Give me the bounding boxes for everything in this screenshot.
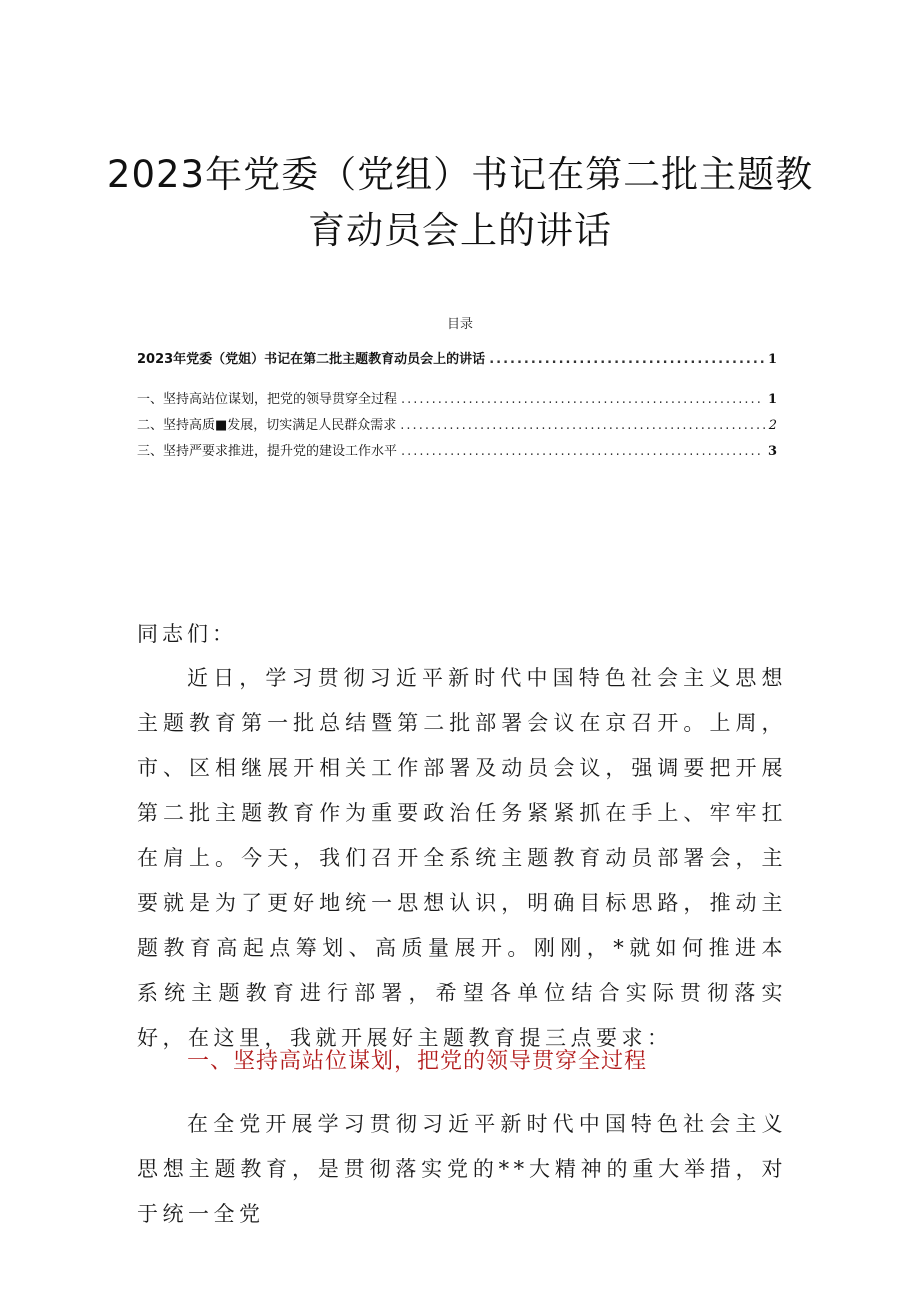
toc-entry-page: 1 [767,352,777,367]
toc-entry-section3[interactable] [137,440,777,460]
toc-entry-section1[interactable] [137,388,777,408]
body-paragraph-2: 在全党开展学习贯彻习近平新时代中国特色社会主义思想主题教育，是贯彻落实党的**大精神的重大举措，对于统一全党 [137,1112,787,1226]
toc-leader-dots [489,352,764,367]
body-paragraph-1: 近日，学习贯彻习近平新时代中国特色社会主义思想主题教育第一批总结暨第二批部署会议在京召开。上周，市、区相继展开相关工作部署及动员会议，强调要把开展第二批主题教育作为重要政治任务紧紧抓在手上、牢牢扛在肩上。今天，我们召开全系统主题教育动员部署会，主要就是为了更好地统一思想认识，明确目标思路，推动主题教育高起点筹划、高质量展开。刚刚，*就如何推进本系统主题教育进行部署，希望各单位结合实际贯彻落实好，在这里，我就开展好主题教育提三点要求： [137,666,787,1050]
toc-entry-text: 二、坚持高质■发展，切实满足人民群众需求 [137,418,397,433]
toc-leader-dots [401,444,764,459]
toc-entry-title[interactable] [137,348,777,368]
toc-entry-text: 三、坚持严要求推进，提升党的建设工作水平 [137,444,398,459]
toc-entry-section2[interactable] [137,414,777,434]
toc-entry-text: 一、坚持高站位谋划，把党的领导贯穿全过程 [137,392,398,407]
toc-heading: 目录 [446,317,473,332]
section-heading-1: 一、坚持高站位谋划，把党的领导贯穿全过程 [187,1049,648,1074]
toc-entry-page: 1 [767,392,777,407]
toc-leader-dots [401,392,764,407]
document-title-line1: 2023年党委（党组）书记在第二批主题教 [106,153,814,196]
toc-entry-page: 2 [768,418,777,433]
toc-entry-text: 2023年党委（党姐）书记在第二批主题教育动员会上的讲话 [137,352,486,367]
toc-leader-dots [400,418,764,433]
toc-entry-page: 3 [767,444,777,459]
document-title-line2: 育动员会上的讲话 [308,209,612,252]
salutation: 同志们： [137,622,237,646]
